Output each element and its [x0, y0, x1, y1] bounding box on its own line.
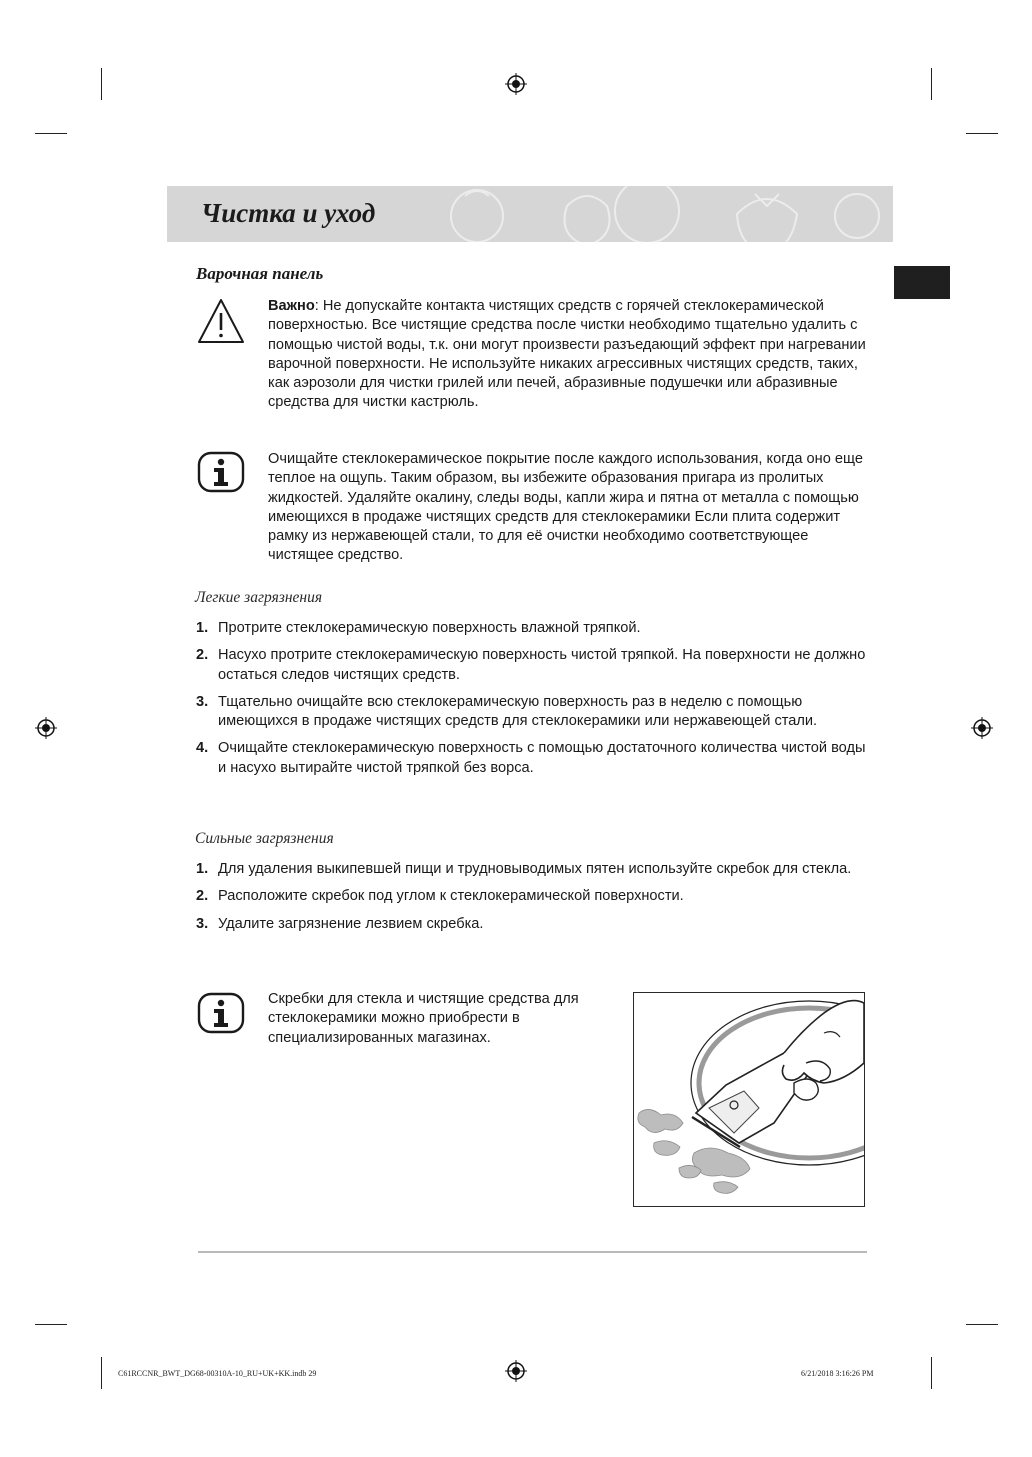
crop-mark — [966, 1324, 998, 1325]
crop-mark — [101, 1357, 102, 1389]
list-number: 1. — [196, 861, 209, 877]
list-text: Тщательно очищайте всю стеклокерамическую поверхность раз в неделю с помощью имеющихся в продаже чистящих средств для стеклокерамики или нержавеющей стали. — [218, 693, 818, 730]
footer-timestamp: 6/21/2018 3:16:26 PM — [801, 1369, 874, 1378]
info-note: Очищайте стеклокерамическое покрытие после каждого использования, когда оно еще теплое на ощупь. Таким образом, вы избежите образования пригара из пролитых жидкостей. Удаляйте окалину, следы воды, капли жира и пятна от металла с помощью имеющихся в продаже чистящих средств для стеклокерамики Если плита содержит рамку из нержавеющей стали, то для её очистки необходимо соответствующее чистящее средство. — [268, 451, 863, 564]
vegetable-decoration-icon — [437, 186, 893, 242]
list-item — [196, 646, 876, 685]
crop-mark — [931, 1357, 932, 1389]
section-title: Варочная панель — [196, 264, 324, 283]
warning-label: Важно — [268, 298, 315, 314]
registration-mark-icon — [505, 1360, 527, 1382]
registration-mark-icon — [505, 73, 527, 95]
list-text: Протрите стеклокерамическую поверхность влажной тряпкой. — [218, 620, 641, 636]
light-soil-list — [196, 619, 876, 786]
list-text: Расположите скребок под углом к стеклокерамической поверхности. — [218, 888, 684, 905]
scraper-illustration — [633, 992, 865, 1207]
list-item — [196, 915, 876, 934]
glass-scraper-icon — [634, 993, 864, 1206]
crop-mark — [101, 68, 102, 100]
list-number: 2. — [196, 647, 209, 664]
list-item — [196, 887, 876, 906]
list-item — [196, 619, 876, 638]
info-icon — [197, 992, 245, 1034]
warning-text: : Не допускайте контакта чистящих средств с горячей стеклокерамической поверхностью. Все чистящие средства после чистки необходимо тщательно удалить с помощью чистой воды, т.к. они могут произвести разъедающий эффект при нагревании варочной поверхности. Не используйте никаких агрессивных чистящих средств, таких, как аэрозоли для чистки грилей или печей, абразивные подушечки или абразивные средства для чистки кастрюль. — [268, 298, 866, 411]
crop-mark — [35, 1324, 67, 1325]
footer-file-info: C61RCCNR_BWT_DG68-00310A-10_RU+UK+KK.indb 29 — [118, 1369, 317, 1378]
list-item — [196, 739, 876, 778]
warning-icon — [196, 297, 246, 345]
bottom-divider — [198, 1251, 867, 1253]
list-text: Удалите загрязнение лезвием скребка. — [218, 915, 484, 932]
info-note: Скребки для стекла и чистящие средства для стеклокерамики можно приобрести в специализированных магазинах. — [268, 991, 579, 1046]
heavy-soil-title: Сильные загрязнения — [195, 830, 334, 847]
list-text: Очищайте стеклокерамическую поверхность с помощью достаточного количества чистой воды и насухо вытирайте чистой тряпкой без ворса. — [218, 740, 866, 776]
list-number: 1. — [196, 620, 209, 636]
heavy-soil-list — [196, 860, 876, 942]
list-number: 2. — [196, 888, 209, 905]
page-title: Чистка и уход — [201, 198, 376, 228]
chapter-header — [167, 186, 893, 242]
info-icon — [197, 451, 245, 493]
list-number: 3. — [196, 915, 209, 932]
list-text: Для удаления выкипевшей пищи и трудновыводимых пятен используйте скребок для стекла. — [218, 861, 852, 877]
list-number: 4. — [196, 740, 209, 757]
chapter-tab — [894, 266, 950, 299]
crop-mark — [931, 68, 932, 100]
light-soil-title: Легкие загрязнения — [195, 589, 323, 606]
registration-mark-icon — [35, 717, 57, 739]
crop-mark — [35, 133, 67, 134]
registration-mark-icon — [971, 717, 993, 739]
warning-note — [268, 297, 868, 413]
list-text: Насухо протрите стеклокерамическую поверхность чистой тряпкой. На поверхности не должно остаться следов чистящих средств. — [218, 647, 866, 683]
list-item — [196, 693, 876, 732]
crop-mark — [966, 133, 998, 134]
list-item — [196, 860, 876, 879]
list-number: 3. — [196, 693, 209, 710]
